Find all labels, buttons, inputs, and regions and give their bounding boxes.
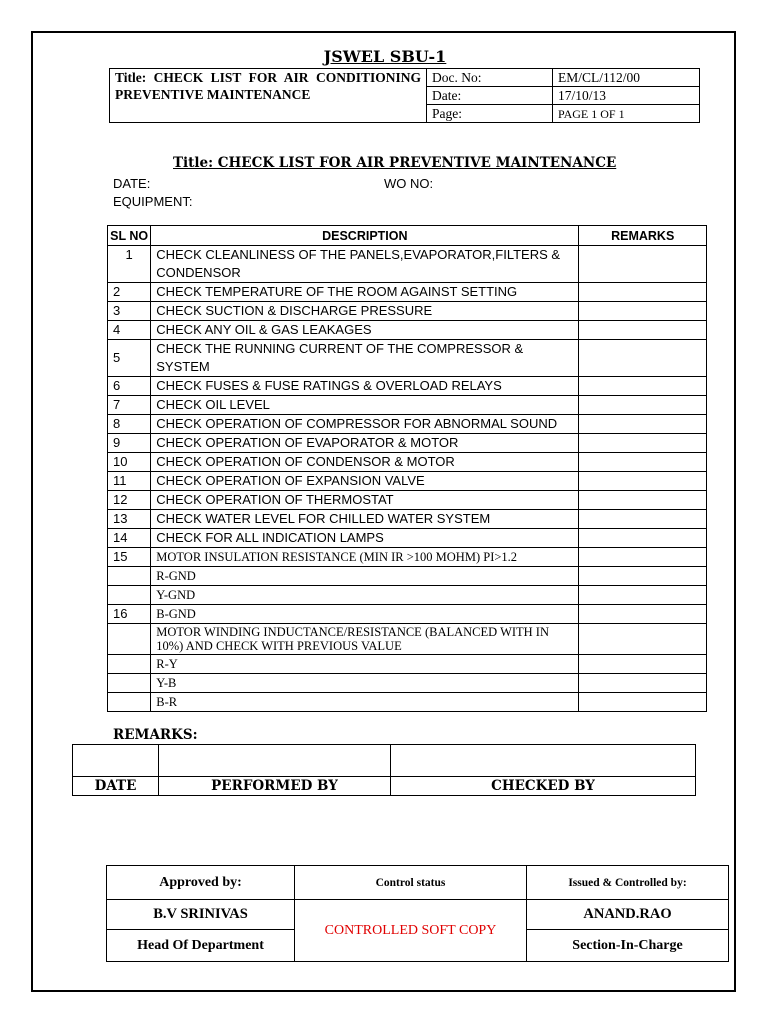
description-cell: CHECK OPERATION OF CONDENSOR & MOTOR [151, 453, 579, 472]
sl-cell: 1 [108, 246, 151, 283]
description-cell: CHECK FUSES & FUSE RATINGS & OVERLOAD RELAYS [151, 377, 579, 396]
description-cell: R-GND [151, 567, 579, 586]
sl-cell [108, 693, 151, 712]
description-cell: R-Y [151, 655, 579, 674]
remarks-cell[interactable] [579, 453, 707, 472]
table-row [108, 605, 707, 624]
remarks-cell[interactable] [579, 548, 707, 567]
description-cell: B-R [151, 693, 579, 712]
table-row [108, 491, 707, 510]
description-cell: Y-B [151, 674, 579, 693]
remarks-cell[interactable] [579, 472, 707, 491]
sl-cell [108, 655, 151, 674]
approver-name: B.V SRINIVAS [107, 900, 295, 930]
date-entry-cell[interactable] [73, 745, 159, 777]
remarks-cell[interactable] [579, 655, 707, 674]
table-row [108, 377, 707, 396]
sl-cell [108, 567, 151, 586]
description-cell: CHECK OPERATION OF THERMOSTAT [151, 491, 579, 510]
table-row [108, 529, 707, 548]
sl-cell: 9 [108, 434, 151, 453]
description-cell: CHECK FOR ALL INDICATION LAMPS [151, 529, 579, 548]
sl-cell: 16 [108, 605, 151, 624]
sl-cell: 15 [108, 548, 151, 567]
table-row [108, 548, 707, 567]
table-row [108, 434, 707, 453]
sl-cell: 14 [108, 529, 151, 548]
description-cell: CHECK OPERATION OF COMPRESSOR FOR ABNORMAL SOUND [151, 415, 579, 434]
description-cell: B-GND [151, 605, 579, 624]
checklist-table [107, 225, 707, 712]
remarks-cell[interactable] [579, 624, 707, 655]
wo-no-field[interactable]: WO NO: [384, 176, 434, 191]
company-title: JSWEL SBU-1 [323, 47, 447, 66]
sl-cell: 12 [108, 491, 151, 510]
remarks-heading: REMARKS: [113, 727, 198, 743]
description-cell: CHECK WATER LEVEL FOR CHILLED WATER SYSTEM [151, 510, 579, 529]
col-header-remarks: REMARKS [579, 226, 707, 246]
remarks-cell[interactable] [579, 283, 707, 302]
issuer-name: ANAND.RAO [527, 900, 729, 930]
remarks-cell[interactable] [579, 567, 707, 586]
remarks-cell[interactable] [579, 246, 707, 283]
sl-cell: 4 [108, 321, 151, 340]
checklist-title: Title: CHECK LIST FOR AIR PREVENTIVE MAINTENANCE [173, 155, 617, 171]
remarks-cell[interactable] [579, 586, 707, 605]
equipment-field[interactable]: EQUIPMENT: [113, 194, 193, 209]
description-cell: CHECK OPERATION OF EXPANSION VALVE [151, 472, 579, 491]
col-header-description: DESCRIPTION [151, 226, 579, 246]
sl-cell [108, 674, 151, 693]
description-cell: MOTOR WINDING INDUCTANCE/RESISTANCE (BALANCED WITH IN 10%) AND CHECK WITH PREVIOUS VALUE [151, 624, 579, 655]
remarks-cell[interactable] [579, 693, 707, 712]
issuer-role: Section-In-Charge [527, 930, 729, 962]
description-cell: CHECK THE RUNNING CURRENT OF THE COMPRESSOR & SYSTEM [151, 340, 579, 377]
remarks-cell[interactable] [579, 605, 707, 624]
table-row [108, 567, 707, 586]
table-row [108, 624, 707, 655]
page-value: PAGE 1 OF 1 [553, 105, 700, 123]
remarks-cell[interactable] [579, 377, 707, 396]
table-row [108, 453, 707, 472]
sl-cell: 13 [108, 510, 151, 529]
doc-no-value: EM/CL/112/00 [553, 69, 700, 87]
page-label: Page: [427, 105, 553, 123]
table-row [108, 340, 707, 377]
remarks-cell[interactable] [579, 510, 707, 529]
table-row [108, 396, 707, 415]
table-row [108, 415, 707, 434]
table-row [108, 472, 707, 491]
remarks-cell[interactable] [579, 434, 707, 453]
table-row [108, 246, 707, 283]
table-row [108, 586, 707, 605]
remarks-cell[interactable] [579, 340, 707, 377]
document-header [109, 68, 700, 123]
sl-cell [108, 586, 151, 605]
table-row [108, 693, 707, 712]
description-cell: CHECK CLEANLINESS OF THE PANELS,EVAPORATOR,FILTERS & CONDENSOR [151, 246, 579, 283]
performed-by-label: PERFORMED BY [159, 777, 391, 796]
sl-cell: 3 [108, 302, 151, 321]
doc-no-label: Doc. No: [427, 69, 553, 87]
checked-by-label: CHECKED BY [391, 777, 696, 796]
signoff-table [72, 744, 696, 796]
approver-role: Head Of Department [107, 930, 295, 962]
date-field[interactable]: DATE: [113, 176, 151, 191]
description-cell: MOTOR INSULATION RESISTANCE (MIN IR >100 MOHM) PI>1.2 [151, 548, 579, 567]
remarks-cell[interactable] [579, 396, 707, 415]
header-title: Title: CHECK LIST FOR AIR CONDITIONING PREVENTIVE MAINTENANCE [110, 69, 427, 123]
description-cell: CHECK TEMPERATURE OF THE ROOM AGAINST SETTING [151, 283, 579, 302]
description-cell: CHECK ANY OIL & GAS LEAKAGES [151, 321, 579, 340]
remarks-cell[interactable] [579, 491, 707, 510]
control-status-label: Control status [295, 866, 527, 900]
description-cell: CHECK OIL LEVEL [151, 396, 579, 415]
table-row [108, 510, 707, 529]
description-cell: CHECK OPERATION OF EVAPORATOR & MOTOR [151, 434, 579, 453]
date-value: 17/10/13 [553, 87, 700, 105]
control-status-value: CONTROLLED SOFT COPY [295, 900, 527, 962]
remarks-cell[interactable] [579, 529, 707, 548]
approved-by-label: Approved by: [107, 866, 295, 900]
signoff-date-label: DATE [73, 777, 159, 796]
table-row [108, 321, 707, 340]
sl-cell: 5 [108, 340, 151, 377]
checked-by-entry-cell[interactable] [391, 745, 696, 777]
description-cell: Y-GND [151, 586, 579, 605]
description-cell: CHECK SUCTION & DISCHARGE PRESSURE [151, 302, 579, 321]
col-header-sl: SL NO [108, 226, 151, 246]
sl-cell [108, 624, 151, 655]
remarks-cell[interactable] [579, 415, 707, 434]
remarks-cell[interactable] [579, 674, 707, 693]
table-row [108, 283, 707, 302]
sl-cell: 11 [108, 472, 151, 491]
sl-cell: 2 [108, 283, 151, 302]
performed-by-entry-cell[interactable] [159, 745, 391, 777]
table-row [108, 302, 707, 321]
table-row [108, 674, 707, 693]
sl-cell: 8 [108, 415, 151, 434]
sl-cell: 10 [108, 453, 151, 472]
date-label: Date: [427, 87, 553, 105]
remarks-cell[interactable] [579, 302, 707, 321]
control-block [106, 865, 729, 962]
remarks-cell[interactable] [579, 321, 707, 340]
sl-cell: 7 [108, 396, 151, 415]
issued-controlled-label: Issued & Controlled by: [527, 866, 729, 900]
sl-cell: 6 [108, 377, 151, 396]
table-row [108, 655, 707, 674]
